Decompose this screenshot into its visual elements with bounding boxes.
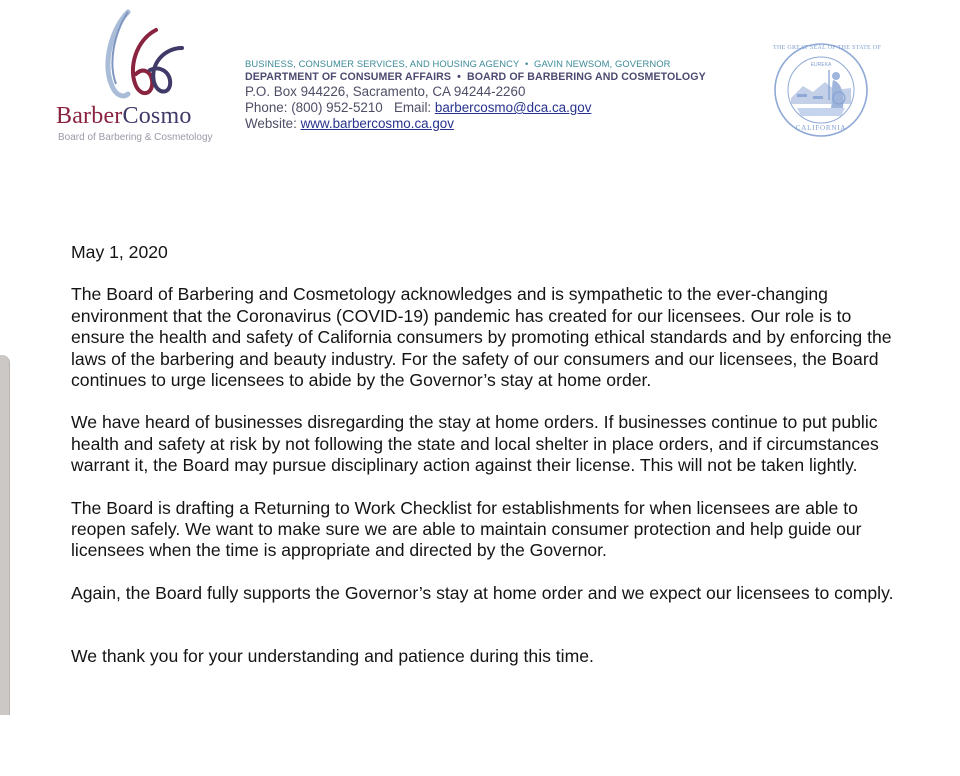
barbercosmo-logo bbox=[54, 8, 214, 143]
ribbon-logo-icon bbox=[94, 8, 184, 103]
phone-number: (800) 952-5210 bbox=[291, 100, 383, 115]
board-name: BOARD OF BARBERING AND COSMETOLOGY bbox=[466, 71, 706, 83]
letter-date: May 1, 2020 bbox=[71, 242, 168, 262]
bullet-separator: • bbox=[524, 58, 529, 69]
email-link[interactable]: barbercosmo@dca.ca.gov bbox=[434, 100, 592, 115]
letterhead bbox=[245, 58, 706, 132]
letter-paragraph: We have heard of businesses disregarding the stay at home orders. If businesses continue to put public health and safety at risk by not following the state and local shelter in place orders, and if circumstances warrant it, the Board may pursue disciplinary action against their license. This will not be taken lightly. bbox=[71, 412, 879, 476]
agency-line bbox=[245, 58, 706, 70]
letter-paragraph: Again, the Board fully supports the Governor’s stay at home order and we expect our licensees to comply. bbox=[71, 582, 894, 603]
letter-closing: We thank you for your understanding and patience during this time. bbox=[71, 646, 594, 667]
website-label: Website: bbox=[245, 116, 297, 131]
phone-label: Phone: bbox=[245, 100, 288, 115]
email-label: Email: bbox=[393, 100, 432, 115]
website-line bbox=[245, 116, 706, 132]
letter-paragraph: The Board of Barbering and Cosmetology acknowledges and is sympathetic to the ever-changing environment that the Coronavirus (COVID-19) pandemic has created for our licensees. Our role is to ensure the health and safety of California consumers by promoting ethical standards and by enforcing the laws of the barbering and beauty industry. For the safety of our consumers and our licensees, the Board continues to urge licensees to abide by the Governor’s stay at home order. bbox=[71, 284, 892, 391]
seal-banner-text: EUREKA bbox=[810, 62, 832, 68]
logo-wordmark bbox=[56, 103, 192, 130]
address-line: P.O. Box 944226, Sacramento, CA 94244-2260 bbox=[245, 84, 526, 99]
letter-body bbox=[71, 242, 901, 668]
bullet-separator: • bbox=[457, 71, 461, 83]
contact-line bbox=[245, 100, 706, 116]
side-panel-tab[interactable] bbox=[0, 355, 10, 715]
seal-top-text: THE GREAT SEAL OF THE STATE OF bbox=[773, 45, 882, 51]
letter-paragraph: The Board is drafting a Returning to Work Checklist for establishments for when licensees are able to reopen safely. We want to make sure we are able to maintain consumer protection and help guide our licensees when the time is appropriate and directed by the Governor. bbox=[71, 497, 862, 561]
state-seal-icon bbox=[773, 42, 882, 138]
agency-name: BUSINESS, CONSUMER SERVICES, AND HOUSING AGENCY bbox=[245, 58, 520, 69]
department-name: DEPARTMENT OF CONSUMER AFFAIRS bbox=[245, 71, 452, 83]
seal-bottom-text: CALIFORNIA bbox=[795, 124, 847, 132]
california-seal bbox=[773, 42, 882, 138]
governor-name: GAVIN NEWSOM, GOVERNOR bbox=[534, 58, 671, 69]
department-line bbox=[245, 70, 706, 84]
logo-subtitle: Board of Barbering & Cosmetology bbox=[58, 132, 213, 143]
logo-word-barber: Barber bbox=[56, 103, 123, 129]
logo-word-cosmo: Cosmo bbox=[122, 103, 192, 129]
website-link[interactable]: www.barbercosmo.ca.gov bbox=[300, 116, 454, 131]
